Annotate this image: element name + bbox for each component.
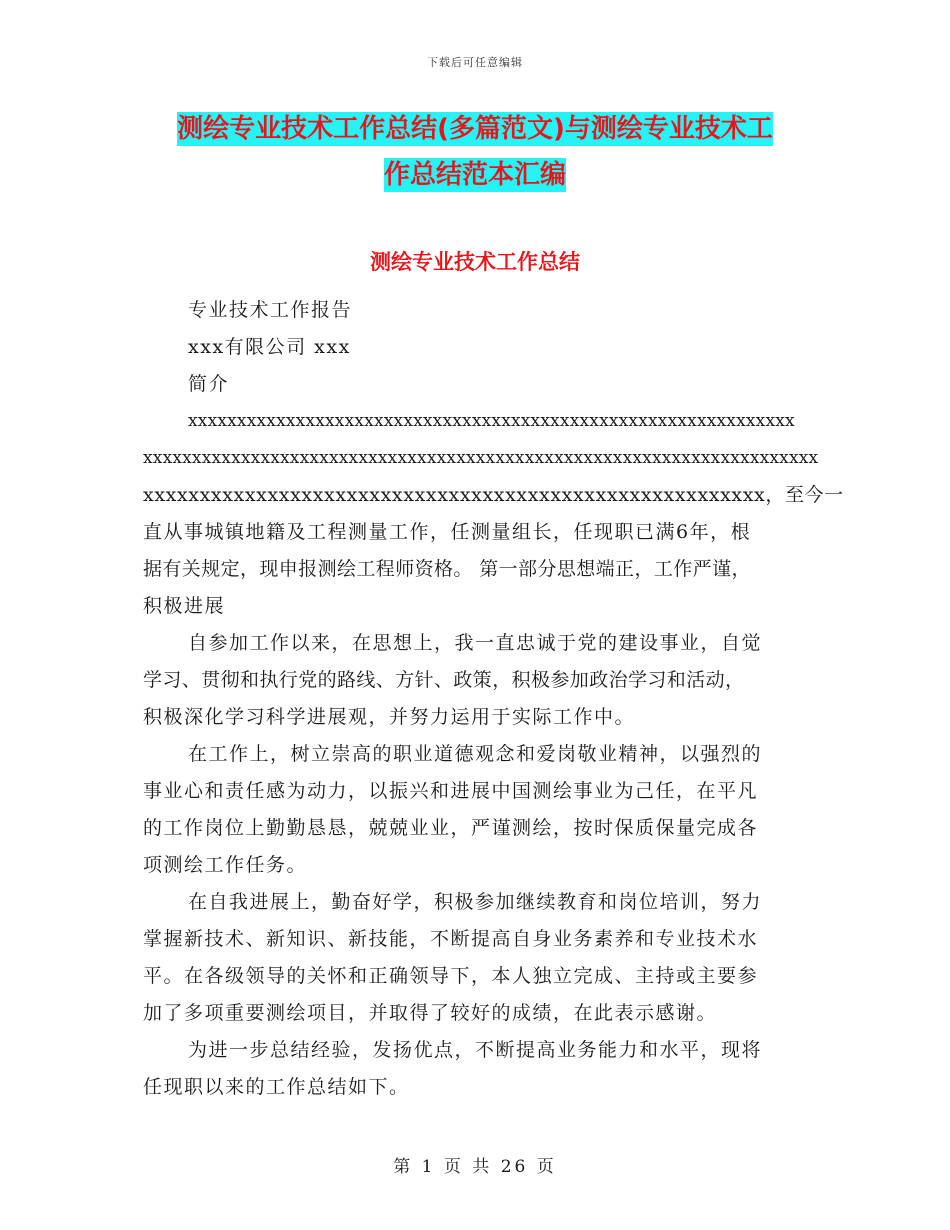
text-line: xxxxxxxxxxxxxxxxxxxxxxxxxxxxxxxxxxxxxxxxxxxxxxxxxxxxxxxxxxxxxx	[188, 411, 795, 431]
document-body	[143, 292, 844, 1106]
document-title	[130, 106, 820, 198]
document-title-line-1: 测绘专业技术工作总结(多篇范文)与测绘专业技术工	[177, 114, 773, 144]
intro-heading: 简介	[188, 373, 230, 395]
text-line: 加了多项重要测绘项目，并取得了较好的成绩，在此表示感谢。	[143, 1002, 718, 1024]
header-note: 下载后可任意编辑	[427, 56, 523, 69]
text-line: 据有关规定，现申报测绘工程师资格。 第一部分思想端正，工作严谨，	[143, 558, 751, 580]
text-line: 任现职以来的工作总结如下。	[143, 1076, 410, 1098]
text-line: 在工作上，树立崇高的职业道德观念和爱岗敬业精神，以强烈的	[188, 743, 763, 765]
section-title: 测绘专业技术工作总结	[370, 250, 580, 274]
text-line: 积极进展	[143, 595, 226, 617]
text-line: 项测绘工作任务。	[143, 854, 308, 876]
text-line: 学习、贯彻和执行党的路线、方针、政策，积极参加政治学习和活动，	[143, 669, 745, 691]
text-line: 事业心和责任感为动力，以振兴和进展中国测绘事业为己任，在平凡	[143, 780, 759, 802]
text-line: 的工作岗位上勤勤恳恳，兢兢业业，严谨测绘，按时保质保量完成各	[143, 817, 759, 839]
text-line: 掌握新技术、新知识、新技能，不断提高自身业务素养和专业技术水	[143, 928, 759, 950]
text-line: 在自我进展上，勤奋好学，积极参加继续教育和岗位培训，努力	[188, 891, 763, 913]
author-line: xxx有限公司 xxx	[188, 336, 351, 358]
text-line: xxxxxxxxxxxxxxxxxxxxxxxxxxxxxxxxxxxxxxxxxxxxxxxxxxxxxxxxxxxxxxxxxxxxx	[143, 448, 819, 468]
page-number-footer: 第 1 页 共 26 页	[393, 1157, 557, 1177]
text-line: 积极深化学习科学进展观，并努力运用于实际工作中。	[143, 706, 636, 728]
report-heading: 专业技术工作报告	[188, 299, 353, 321]
text-line: 平。在各级领导的关怀和正确领导下，本人独立完成、主持或主要参	[143, 965, 759, 987]
text-line: 为进一步总结经验，发扬优点，不断提高业务能力和水平，现将	[188, 1039, 763, 1061]
text-line: xxxxxxxxxxxxxxxxxxxxxxxxxxxxxxxxxxxxxxxxxxxxxxxxxxxxxxx，至今一	[143, 484, 844, 506]
text-line: 自参加工作以来，在思想上，我一直忠诚于党的建设事业，自觉	[188, 632, 763, 654]
text-line: 直从事城镇地籍及工程测量工作，任测量组长，任现职已满6年，根	[143, 521, 752, 543]
document-title-line-2: 作总结范本汇编	[383, 160, 566, 190]
